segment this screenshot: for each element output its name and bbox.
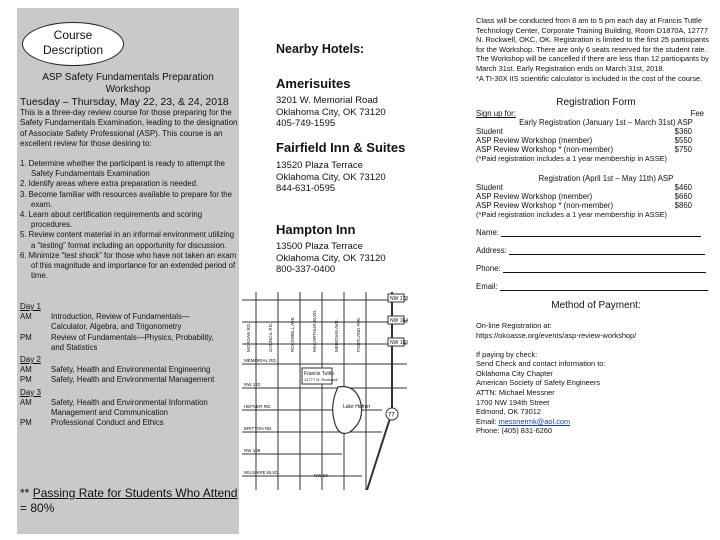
map-label-road: NW 63 — [314, 473, 328, 478]
schedule-time: AM — [20, 312, 32, 322]
schedule-row — [20, 312, 238, 332]
membership-note: (*Paid registration includes a 1 year membership in ASSE) — [476, 209, 668, 219]
fee-label: Fee — [690, 109, 704, 119]
objective-item: 6. Minimize “test shock” for those who have not taken an exam of this magnitude and importance for an extended period of time. — [20, 250, 237, 281]
passing-rate-prefix: ** — [20, 486, 33, 500]
phone-label: Phone: — [476, 264, 501, 274]
sign-up-label: Sign up for: — [476, 109, 516, 119]
hotel-city: Oklahoma City, OK 73120 — [276, 252, 386, 264]
schedule-desc: Introduction, Review of Fundamentals—Calculator, Algebra, and Trigonometry — [51, 312, 190, 332]
fee-row-label: Student — [476, 182, 503, 192]
check-line: Oklahoma City Chapter — [476, 368, 553, 378]
email-field-row — [476, 282, 716, 291]
schedule-time: PM — [20, 332, 32, 342]
map-label-road: MACARTHUR BLVD. — [312, 309, 317, 352]
fee-row — [476, 192, 716, 201]
map-label-interstate: 77 — [388, 412, 395, 419]
fee-row-value: $660 — [674, 191, 692, 201]
check-label: If paying by check: — [476, 349, 538, 359]
contact-email-link[interactable]: messnermk@aol.com — [498, 416, 571, 426]
map-label-road: MORGAN RD. — [246, 322, 251, 352]
fee-row — [476, 183, 716, 192]
objective-item: 5. Review content material in an informal environment utilizing a “testing” format including an opportunity for discussion. — [20, 230, 235, 250]
fee-row-value: $460 — [674, 182, 692, 192]
map-label-francis-tuttle: Francis Tuttle — [304, 371, 335, 377]
map-label-road: WILSHIRE BLVD. — [244, 470, 280, 475]
schedule-desc: Review of Fundamentals—Physics, Probability, and Statistics — [51, 332, 214, 352]
map-label-road: NW 178 — [390, 296, 409, 302]
map-label-road: NW 122 — [244, 382, 261, 387]
fee-row-value: $360 — [674, 127, 692, 137]
contact-email-label: Email: — [476, 416, 499, 426]
badge-line-1: Course — [53, 28, 93, 42]
fee-row — [476, 145, 716, 154]
check-line: Send Check and contact information to: — [476, 359, 606, 369]
hotel-city: Oklahoma City, OK 73120 — [276, 171, 386, 183]
hotel-phone: 844-631-0595 — [276, 183, 336, 194]
course-description-badge — [22, 22, 124, 66]
contact-phone: Phone: (405) 831-6260 — [476, 426, 553, 436]
map-label-road: NW 164 — [390, 318, 409, 324]
objective-item: 3. Become familiar with resources available to prepare for the exam. — [20, 189, 232, 209]
schedule-desc: Safety, Health and Environmental Management — [51, 375, 215, 385]
hotel-phone: 405-749-1595 — [276, 118, 336, 129]
day-label: Day 3 — [20, 387, 41, 397]
membership-note: (*Paid registration includes a 1 year membership in ASSE) — [476, 154, 668, 164]
map-label-road: NW 108 — [244, 448, 261, 453]
fee-row-label: ASP Review Workshop * (non-member) — [476, 200, 614, 210]
class-info: Class will be conducted from 8 am to 5 pm each day at Francis Tuttle Technology Center, Corporate Training Building, Room D1870A, 12777 N. Rockwell, OKC, OK. Registration is limited to the first 25 participants for the Workshop. There are only 6 seats reserved for the student rate. The Workshop will be cancelled if there are less than 12 participants by March 31st. Early Registration ends on March 31st, 2018. — [476, 16, 709, 73]
hotel-address: 3201 W. Memorial Road — [276, 95, 378, 106]
schedule-row — [20, 375, 238, 385]
map-label-road: HEFNER RD. — [244, 404, 272, 409]
schedule-desc: Safety, Health and Environmental Information Management and Communication — [51, 397, 208, 418]
schedule-row — [20, 398, 238, 418]
hotel-address: 13500 Plaza Terrace — [276, 241, 363, 252]
name-field-row — [476, 228, 716, 237]
passing-rate-value: = 80% — [20, 501, 55, 515]
hotel-address: 13520 Plaza Terrace — [276, 160, 363, 171]
check-line: 1700 NW 194th Street — [476, 397, 550, 407]
fee-row-value: $860 — [674, 200, 692, 210]
calculator-note: *A TI-30X IIS scientific calculator is included in the cost of the course. — [476, 73, 703, 83]
nearby-hotels-heading: Nearby Hotels: — [276, 42, 365, 56]
hotel-city: Oklahoma City, OK 73120 — [276, 106, 386, 118]
map-label-road: BRITTON RD. — [244, 426, 273, 431]
address-input[interactable] — [509, 254, 705, 255]
email-label: Email: — [476, 282, 498, 292]
hotel-name: Amerisuites — [276, 76, 351, 91]
fee-row-label: Student — [476, 127, 503, 137]
badge-line-2: Description — [42, 43, 104, 57]
course-description: This is a three-day review course for those preparing for the Safety Fundamentals Examination, leading to the designation of Associate Safety Professional (ASP). This course is an excellent review for those desiring to: — [20, 108, 238, 148]
map-label-road: PORTLAND AVE. — [356, 316, 361, 352]
workshop-dates: Tuesday – Thursday, May 22, 23, & 24, 2018 — [20, 96, 229, 108]
contact-email-row — [476, 417, 716, 427]
schedule-time: AM — [20, 365, 32, 375]
schedule-desc: Safety, Health and Environmental Engineering — [51, 365, 211, 375]
map-label-road: NW 150 — [390, 340, 409, 346]
passing-rate-label: Passing Rate for Students Who Attend — [32, 486, 238, 500]
hotel-phone: 800-337-0400 — [276, 264, 336, 275]
fee-row-value: $550 — [674, 136, 692, 146]
objective-item: 1. Determine whether the participant is ready to attempt the Safety Fundamentals Examination — [20, 159, 225, 179]
check-line: ATTN: Michael Messner — [476, 387, 555, 397]
map-label-road: MERIDIAN AVE. — [334, 319, 339, 352]
day-label: Day 2 — [20, 355, 41, 365]
fee-row-label: ASP Review Workshop (member) — [476, 191, 593, 201]
fee-row-label: ASP Review Workshop (member) — [476, 136, 593, 146]
sign-up-row — [476, 109, 716, 118]
fee-row — [476, 127, 716, 136]
address-label: Address: — [476, 246, 507, 256]
schedule-row — [20, 418, 238, 428]
schedule-time: PM — [20, 418, 32, 428]
fee-row-label: ASP Review Workshop * (non-member) — [476, 145, 614, 155]
map-label-francis-address: 12777 N. Rockwell — [304, 377, 338, 382]
check-line: American Society of Safety Engineers — [476, 378, 601, 388]
schedule-desc: Professional Conduct and Ethics — [51, 418, 164, 428]
objective-item: 4. Learn about certification requirements and scoring procedures. — [20, 210, 203, 230]
map-label-lake: Lake Hefner — [343, 404, 371, 410]
schedule-time: PM — [20, 375, 32, 385]
objectives-list — [20, 159, 238, 281]
name-input[interactable] — [501, 236, 701, 237]
hotel-amerisuites — [276, 76, 416, 130]
address-field-row — [476, 246, 716, 255]
location-map — [242, 292, 420, 490]
schedule-time: AM — [20, 397, 32, 407]
hotel-fairfield — [276, 140, 416, 195]
map-label-road: COUNCIL RD. — [268, 322, 273, 352]
check-line: Edmond, OK 73012 — [476, 407, 541, 417]
schedule — [20, 302, 238, 428]
hotel-name: Hampton Inn — [276, 222, 356, 237]
phone-field-row — [476, 264, 716, 273]
hotel-hampton — [276, 222, 416, 276]
name-label: Name: — [476, 228, 499, 238]
workshop-title: ASP Safety Fundamentals Preparation Workshop — [42, 72, 214, 95]
online-url[interactable]: https://okoasse.org/events/asp-review-workshop/ — [476, 330, 637, 340]
map-label-road: ROCKWELL AVE. — [290, 315, 295, 352]
fee-row-value: $750 — [674, 145, 692, 155]
day-label: Day 1 — [20, 302, 41, 311]
objective-item: 2. Identify areas where extra preparation is needed. — [20, 179, 199, 189]
online-label: On-line Registration at: — [476, 321, 552, 331]
late-registration-heading: Registration (April 1st – May 11th) ASP — [538, 173, 674, 183]
fee-row — [476, 201, 716, 210]
right-column — [476, 16, 716, 436]
map-label-road: MEMORIAL RD. — [244, 358, 277, 363]
passing-rate — [20, 486, 240, 516]
phone-input[interactable] — [503, 272, 706, 273]
schedule-row — [20, 365, 238, 375]
fee-row — [476, 136, 716, 145]
payment-title: Method of Payment: — [551, 300, 641, 312]
early-registration-heading: Early Registration (January 1st – March 31st) ASP — [519, 118, 693, 128]
schedule-row — [20, 333, 238, 353]
email-input[interactable] — [500, 290, 708, 291]
hotel-name: Fairfield Inn & Suites — [276, 140, 406, 155]
registration-form-title: Registration Form — [556, 97, 636, 109]
